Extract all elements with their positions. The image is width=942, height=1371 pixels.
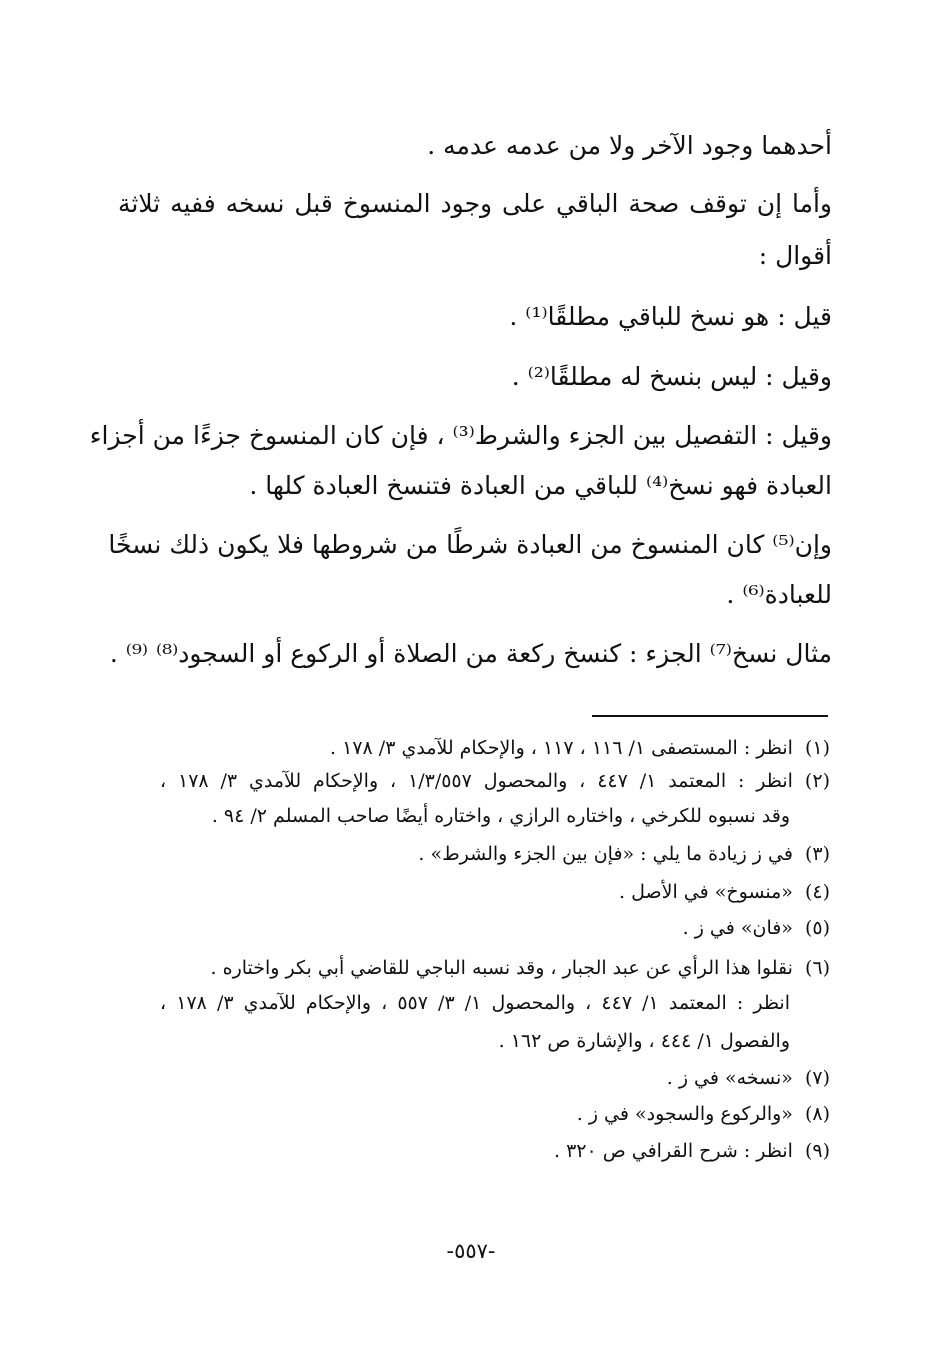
footnote-text: «نسخه» في ز .: [666, 1067, 793, 1089]
footnote-text: انظر : المعتمد ١/ ٤٤٧ ، والمحصول ١/٣/٥٥٧ ، والإحكام للآمدي ٣/ ١٧٨ ،: [160, 770, 793, 792]
body-line-8: وإن⁽⁵⁾ كان المنسوخ من العبادة شرطًا من شروطها فلا يكون ذلك نسخًا: [108, 530, 832, 559]
footnote-2-continuation: وقد نسبوه للكرخي ، واختاره الرازي ، واختاره أيضًا صاحب المسلم ٢/ ٩٤ .: [211, 805, 790, 827]
body-line-1: أحدهما وجود الآخر ولا من عدمه عدمه .: [427, 131, 832, 160]
body-line-6: وقيل : التفصيل بين الجزء والشرط⁽³⁾ ، فإن كان المنسوخ جزءًا من أجزاء: [89, 421, 832, 450]
body-line-7: العبادة فهو نسخ⁽⁴⁾ للباقي من العبادة فتنسخ العبادة كلها .: [249, 471, 832, 500]
footnote-number: (١): [804, 737, 830, 759]
page-number: -٥٥٧-: [446, 1239, 496, 1263]
footnote-2: [160, 767, 830, 795]
footnote-number: (٦): [804, 957, 830, 979]
footnote-text: «والركوع والسجود» في ز .: [576, 1103, 793, 1125]
footnote-text: نقلوا هذا الرأي عن عبد الجبار ، وقد نسبه الباجي للقاضي أبي بكر واختاره .: [210, 957, 793, 979]
body-line-4: قيل : هو نسخ للباقي مطلقًا⁽¹⁾ .: [509, 302, 832, 331]
footnote-number: (٤): [804, 881, 830, 903]
body-line-5: وقيل : ليس بنسخ له مطلقًا⁽²⁾ .: [511, 362, 832, 391]
footnote-9: [554, 1137, 830, 1165]
footnote-number: (٧): [804, 1067, 830, 1089]
footnote-3: [418, 840, 830, 868]
footnote-number: (٥): [804, 917, 830, 939]
footnote-6-continuation: انظر : المعتمد ١/ ٤٤٧ ، والمحصول ١/ ٣/ ٥٥٧ ، والإحكام للآمدي ٣/ ١٧٨ ،: [160, 992, 790, 1014]
body-line-9: للعبادة⁽⁶⁾ .: [726, 580, 832, 609]
footnote-number: (٩): [804, 1140, 830, 1162]
footnote-5: [683, 914, 830, 942]
footnote-separator: [592, 715, 828, 717]
body-line-2: وأما إن توقف صحة الباقي على وجود المنسوخ قبل نسخه ففيه ثلاثة: [118, 189, 832, 218]
footnote-6-continuation: والفصول ١/ ٤٤٤ ، والإشارة ص ١٦٢ .: [498, 1030, 790, 1052]
footnote-text: انظر : شرح القرافي ص ٣٢٠ .: [553, 1140, 793, 1162]
footnote-6: [211, 954, 830, 982]
footnote-text: «منسوخ» في الأصل .: [619, 881, 793, 903]
footnote-1: [330, 734, 830, 762]
footnote-8: [577, 1100, 830, 1128]
footnote-number: (٨): [804, 1103, 830, 1125]
footnote-7: [667, 1064, 830, 1092]
footnote-text: في ز زيادة ما يلي : «فإن بين الجزء والشرط» .: [418, 843, 793, 865]
body-line-3: أقوال :: [758, 241, 832, 270]
footnote-4: [619, 878, 830, 906]
footnote-text: انظر : المستصفى ١/ ١١٦ ، ١١٧ ، والإحكام للآمدي ٣/ ١٧٨ .: [330, 737, 793, 759]
body-line-10: مثال نسخ⁽⁷⁾ الجزء : كنسخ ركعة من الصلاة أو الركوع أو السجود⁽⁸⁾ ⁽⁹⁾ .: [109, 639, 832, 668]
footnote-number: (٣): [804, 843, 830, 865]
footnote-text: «فان» في ز .: [682, 917, 793, 939]
footnote-number: (٢): [804, 770, 830, 792]
